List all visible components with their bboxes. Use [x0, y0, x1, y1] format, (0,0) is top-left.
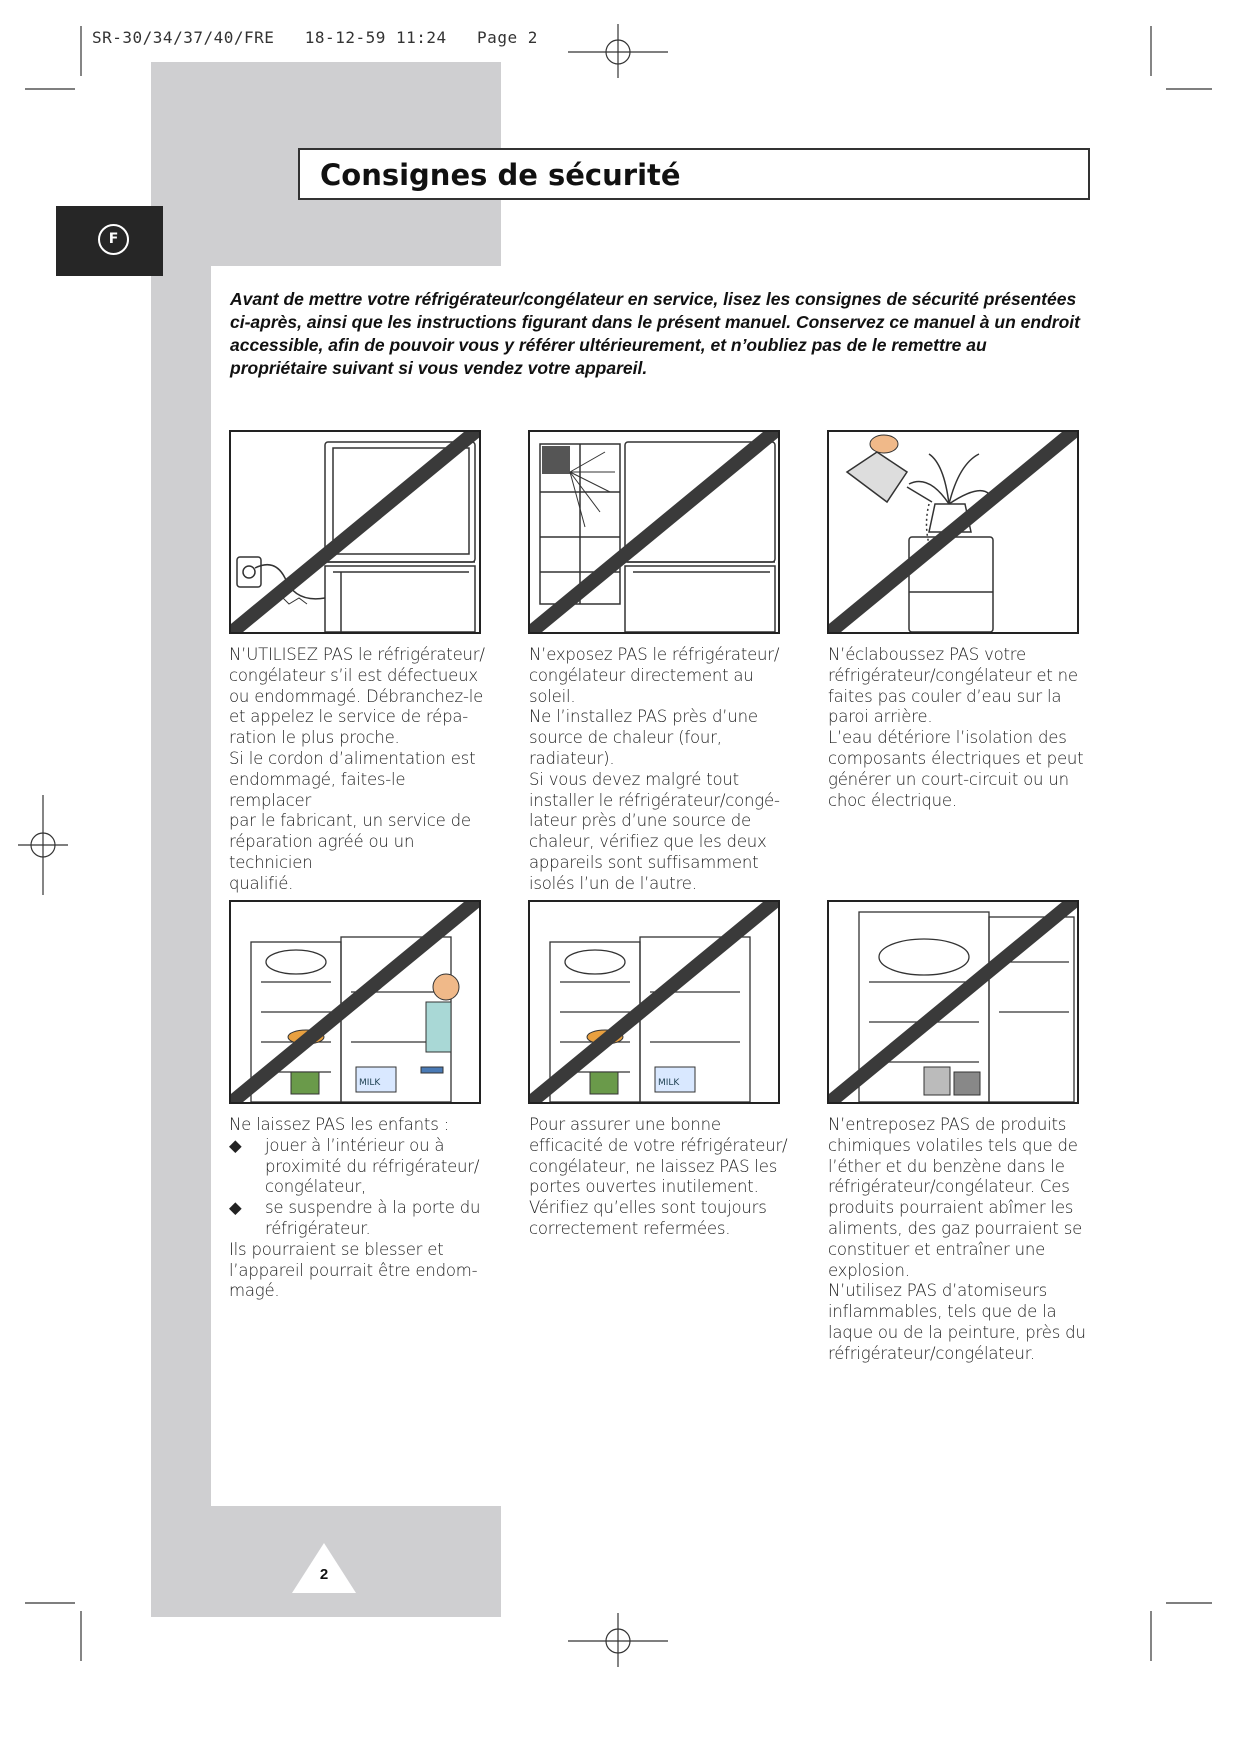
open-doors-icon — [530, 902, 778, 1102]
caption-6 — [828, 1115, 1090, 1365]
caption-6-line-10: inflammables, tels que de la — [828, 1302, 1057, 1322]
caption-3-line-3: faites pas couler d’eau sur la — [828, 686, 1062, 706]
caption-6-line-3: l’éther et du benzène dans le — [828, 1156, 1065, 1176]
caption-1 — [229, 645, 491, 895]
caption-3-line-2: réfrigérateur/congélateur et ne — [828, 665, 1078, 685]
caption-4-outro-line-3: magé. — [229, 1281, 280, 1301]
milk-label: MILK — [658, 1078, 680, 1088]
caption-4-bullet-1-line-2: proximité du réfrigérateur/ — [265, 1156, 480, 1176]
caption-6-line-6: aliments, des gaz pourraient se — [828, 1218, 1083, 1238]
illustration-5 — [528, 900, 780, 1104]
caption-1-line-2: congélateur s’il est défectueux — [229, 665, 478, 685]
caption-2-line-5: Si vous devez malgré tout — [529, 769, 739, 789]
caption-5 — [529, 1115, 791, 1240]
caption-3-line-5: L’eau détériore l’isolation des — [828, 728, 1067, 748]
header-line: SR-30/34/37/40/FRE 18-12-59 11:24 Page 2 — [92, 28, 538, 47]
language-letter: F — [98, 224, 129, 255]
caption-3 — [828, 645, 1090, 811]
caption-4-bullet-1 — [229, 1136, 491, 1198]
caption-1-line-6: Si le cordon d’alimentation est — [229, 748, 476, 768]
caption-5-line-6: correctement refermées. — [529, 1218, 731, 1238]
caption-4-bullet-1-line-3: congélateur, — [265, 1177, 367, 1197]
caption-4-bullet-2-line-2: réfrigérateur. — [265, 1218, 371, 1238]
caption-4-bullet-1-line-1: jouer à l’intérieur ou à — [265, 1135, 445, 1155]
caption-4-bullet-2 — [229, 1198, 491, 1240]
illustration-4 — [229, 900, 481, 1104]
intro-text: Avant de mettre votre réfrigérateur/congélateur en service, lisez les consignes de sécurité présentées ci-après, ainsi que les instructions figurant dans le présent manuel. Conservez ce manuel à un endroit accessible, afin de pouvoir vous y référer ultérieurement, et n’oubliez pas de le remettre au propriétaire suivant si vous vendez votre appareil. — [230, 289, 1080, 378]
caption-3-line-8: choc électrique. — [828, 790, 957, 810]
caption-6-line-4: réfrigérateur/congélateur. Ces — [828, 1177, 1070, 1197]
watering-can-icon — [829, 432, 1077, 632]
caption-4-intro: Ne laissez PAS les enfants : — [229, 1115, 450, 1134]
caption-1-line-7: endommagé, faites-le remplacer — [229, 769, 406, 810]
caption-2-line-7: lateur près d’une source de — [529, 811, 751, 831]
page-title: Consignes de sécurité — [320, 158, 681, 192]
damaged-plug-icon — [231, 432, 479, 632]
caption-2-line-8: chaleur, vérifiez que les deux — [529, 832, 767, 852]
sun-window-icon — [530, 432, 778, 632]
caption-2-line-1: N’exposez PAS le réfrigérateur/ — [529, 645, 780, 664]
caption-5-line-1: Pour assurer une bonne — [529, 1115, 721, 1134]
caption-1-line-1: N’UTILISEZ PAS le réfrigérateur/ — [229, 645, 485, 664]
page-number: 2 — [319, 1566, 329, 1583]
bullet-diamond-icon: ◆ — [229, 1135, 242, 1155]
illustration-2 — [528, 430, 780, 634]
caption-3-line-6: composants électriques et peut — [828, 748, 1084, 768]
illustration-3 — [827, 430, 1079, 634]
milk-label: MILK — [359, 1078, 381, 1088]
caption-3-line-1: N’éclaboussez PAS votre — [828, 645, 1026, 664]
caption-4-bullet-2-line-1: se suspendre à la porte du — [265, 1198, 481, 1218]
caption-1-line-3: ou endommagé. Débranchez-le — [229, 686, 484, 706]
caption-2-line-4: source de chaleur (four, radiateur). — [529, 728, 722, 768]
caption-5-line-3: congélateur, ne laissez PAS les — [529, 1156, 778, 1176]
caption-1-line-9: réparation agréé ou un technicien — [229, 832, 415, 872]
caption-1-line-4: et appelez le service de répa- — [229, 707, 469, 727]
caption-2-line-2: congélateur directement au soleil. — [529, 665, 754, 706]
caption-3-line-4: paroi arrière. — [828, 707, 933, 727]
caption-6-line-8: explosion. — [828, 1260, 910, 1280]
caption-2-line-6: installer le réfrigérateur/congé- — [529, 790, 780, 810]
caption-6-line-9: N’utilisez PAS d’atomiseurs — [828, 1281, 1048, 1301]
caption-4-outro-line-2: l’appareil pourrait être endom- — [229, 1260, 478, 1280]
caption-5-line-5: Vérifiez qu’elles sont toujours — [529, 1198, 767, 1218]
caption-5-line-4: portes ouvertes inutilement. — [529, 1177, 759, 1197]
caption-2-line-9: appareils sont suffisamment — [529, 852, 759, 872]
caption-1-line-8: par le fabricant, un service de — [229, 811, 471, 831]
child-hanging-icon — [231, 902, 479, 1102]
caption-6-line-7: constituer et entraîner une — [828, 1239, 1046, 1259]
caption-2 — [529, 645, 791, 895]
caption-6-line-1: N’entreposez PAS de produits — [828, 1115, 1067, 1134]
caption-4-outro-line-1: Ils pourraient se blesser et — [229, 1239, 444, 1259]
caption-2-line-10: isolés l’un de l’autre. — [529, 873, 697, 893]
caption-6-line-5: produits pourraient abîmer les — [828, 1198, 1074, 1218]
bullet-diamond-icon: ◆ — [229, 1198, 242, 1218]
title-box — [298, 148, 1090, 200]
illustration-1 — [229, 430, 481, 634]
language-tab — [56, 206, 163, 276]
caption-6-line-11: laque ou de la peinture, près du — [828, 1322, 1086, 1342]
caption-4 — [229, 1115, 491, 1302]
illustration-6 — [827, 900, 1079, 1104]
chemicals-icon — [829, 902, 1077, 1102]
caption-6-line-12: réfrigérateur/congélateur. — [828, 1343, 1035, 1363]
caption-3-line-7: générer un court-circuit ou un — [828, 769, 1069, 789]
caption-2-line-3: Ne l’installez PAS près d’une — [529, 707, 758, 727]
caption-6-line-2: chimiques volatiles tels que de — [828, 1135, 1078, 1155]
caption-1-line-5: ration le plus proche. — [229, 728, 400, 748]
caption-5-line-2: efficacité de votre réfrigérateur/ — [529, 1135, 788, 1155]
caption-1-line-10: qualifié. — [229, 873, 294, 893]
